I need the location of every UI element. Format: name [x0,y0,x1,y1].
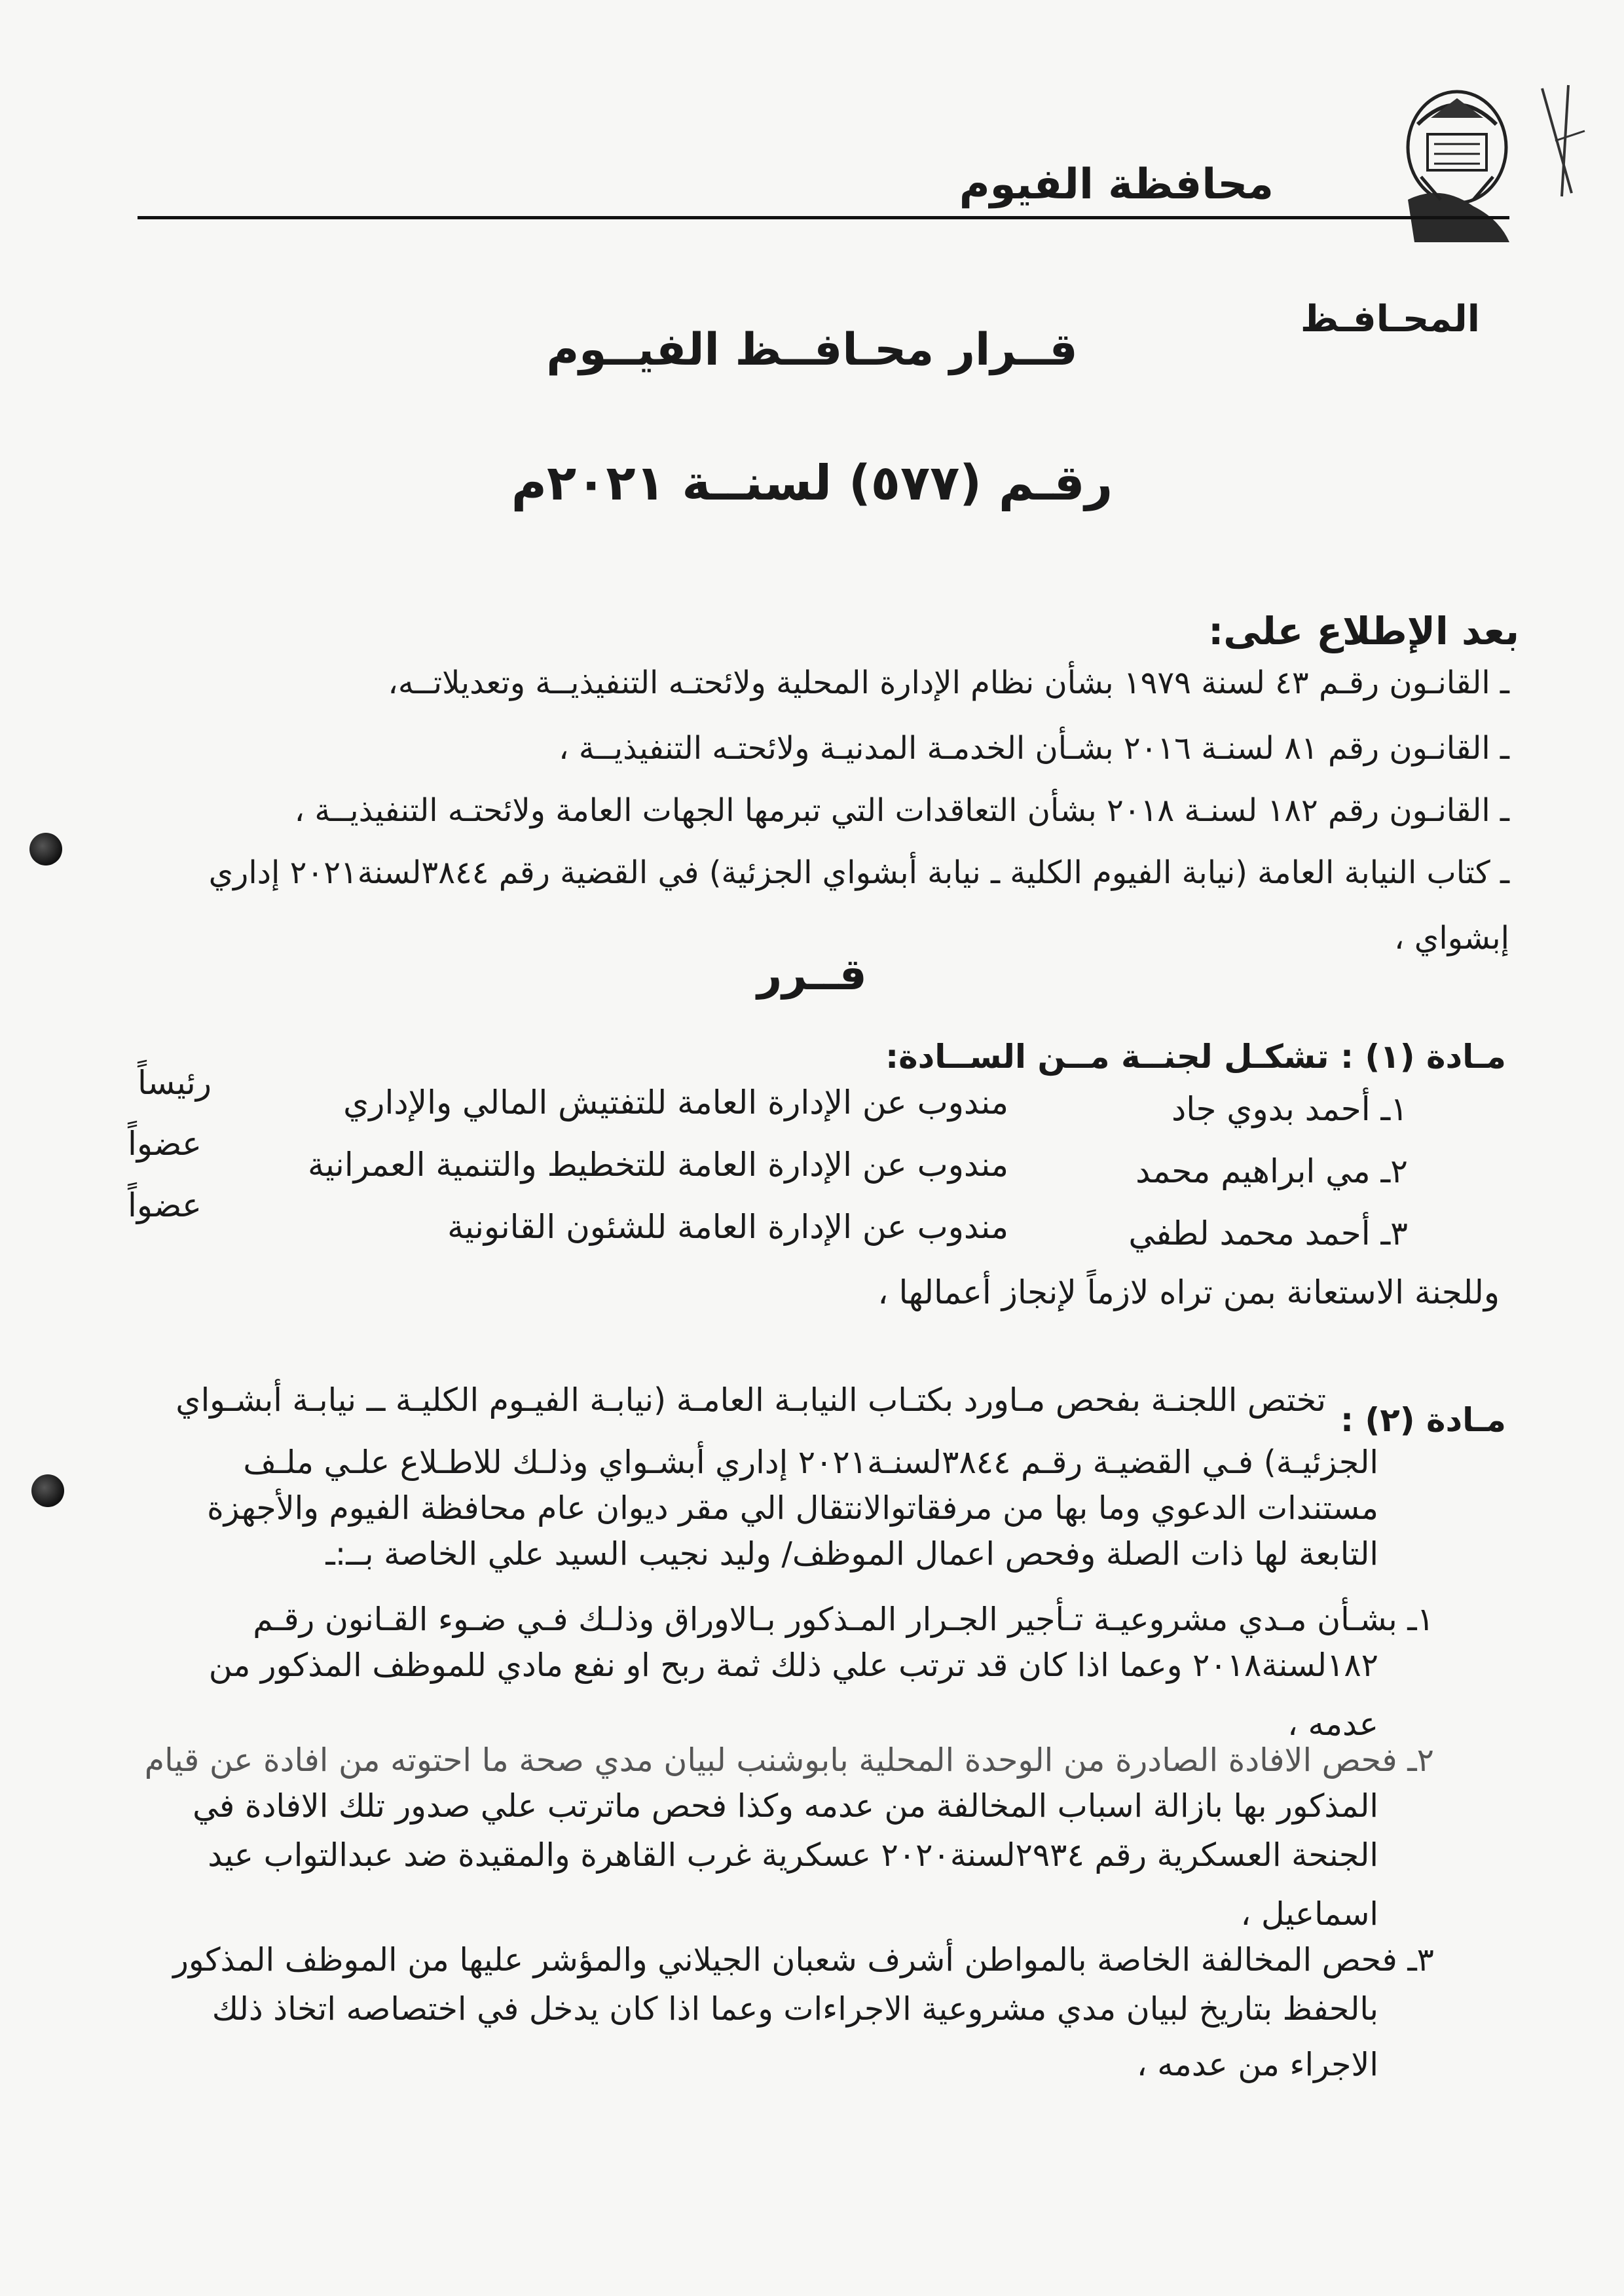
article-2-item-line: الاجراء من عدمه ، [1136,2046,1378,2083]
article-2-item-line: عدمه ، [1287,1705,1378,1743]
article-2-item-line: الجنحة العسكرية رقم ٢٩٣٤لسنة٢٠٢٠ عسكرية غرب القاهرة والمقيدة ضد عبدالتواب عيد [208,1836,1378,1874]
member-name: ٣ـ أحمد محمد لطفي [1128,1214,1408,1252]
article-2-intro-line: الجزئيـة) فـي القضيـة رقـم ٣٨٤٤لسنـة٢٠٢١ إداري أبشـواي وذلـك للاطـلاع علـي ملـف [243,1444,1378,1481]
article-2-item-line: اسماعيل ، [1240,1895,1378,1933]
article-2-item-line: ٣ـ فحص المخالفة الخاصة بالمواطن أشرف شعبان الجيلاني والمؤشر عليها من الموظف المذكور [173,1941,1434,1978]
article-2-item-line: ٢ـ فحص الافادة الصادرة من الوحدة المحلية بابوشنب لبيان مدي صحة ما احتوته من افادة عن قيام [144,1741,1434,1779]
governorate-name: محافظة الفيوم [959,160,1274,209]
member-position: عضواً [128,1186,202,1224]
member-role: مندوب عن الإدارة العامة للتخطيط والتنمية العمرانية [308,1146,1008,1184]
decided-heading: قــرر [757,949,867,1000]
governorate-seal-logo [1401,85,1513,249]
member-position: عضواً [128,1125,202,1163]
member-role: مندوب عن الإدارة العامة للتفتيش المالي والإداري [343,1084,1008,1121]
member-position: رئيساً [138,1064,212,1102]
header-divider [138,216,1509,219]
article-2-intro-line: التابعة لها ذات الصلة وفحص اعمال الموظف/ وليد نجيب السيد علي الخاصة بــ:ـ [325,1535,1378,1573]
article-2-item-line: ١ـ بشـأن مـدي مشروعيـة تـأجير الجـرار المـذكور بـالاوراق وذلـك فـي ضـوء القـانون رقـم [253,1601,1434,1638]
article-2-label: مـادة (٢) : [1340,1401,1506,1439]
decision-number: رقـم (٥٧٧) لسنــة ٢٠٢١م [511,455,1113,511]
preamble-item: ـ كتاب النيابة العامة (نيابة الفيوم الكلية ـ نيابة أبشواي الجزئية) في القضية رقم ٣٨٤٤لسنة٢٠٢١ إداري [208,854,1509,891]
article-1-closing: وللجنة الاستعانة بمن تراه لازماً لإنجاز أعمالها ، [877,1273,1500,1311]
preamble-heading: بعد الإطلاع على: [1208,609,1519,653]
handwritten-mark [1536,82,1588,200]
member-name: ١ـ أحمد بدوي جاد [1172,1090,1408,1128]
article-2-item-line: بالحفظ بتاريخ لبيان مدي مشروعية الاجراءات وعما اذا كان يدخل في اختصاصه اتخاذ ذلك [212,1990,1378,2028]
article-2-intro-line: مستندات الدعوي وما بها من مرفقاتوالانتقال الي مقر ديوان عام محافظة الفيوم والأجهزة [207,1489,1378,1527]
article-2-item-line: المذكور بها بازالة اسباب المخالفة من عدمه وكذا فحص ماترتب علي صدور تلك الافادة في [193,1787,1378,1825]
member-name: ٢ـ مي ابراهيم محمد [1135,1152,1408,1190]
punch-hole-mark [29,833,62,866]
office-title: المحـافـظ [1300,298,1480,340]
preamble-item: ـ القانـون رقم ١٨٢ لسنـة ٢٠١٨ بشأن التعاقدات التي تبرمها الجهات العامة ولائحتـه التنفيذيــة ، [294,792,1509,829]
article-1-label: مـادة (١) : تشكـل لجنــة مــن الســادة: [885,1038,1506,1076]
decision-title: قــرار محـافــظ الفيــوم [546,324,1078,376]
member-role: مندوب عن الإدارة العامة للشئون القانونية [447,1208,1008,1246]
preamble-item: ـ القانـون رقم ٨١ لسنـة ٢٠١٦ بشـأن الخدمـة المدنيـة ولائحتـه التنفيذيــة ، [559,730,1509,767]
article-2-intro-line: تختص اللجنـة بفحص مـاورد بكتـاب النيابـة العامـة (نيابـة الفيـوم الكليـة ــ نيابـة أبشـواي [175,1381,1326,1419]
punch-hole-mark [31,1474,64,1507]
article-2-item-line: ١٨٢لسنة٢٠١٨ وعما اذا كان قد ترتب علي ذلك ثمة ربح او نفع مادي للموظف المذكور من [208,1647,1378,1684]
preamble-item: ـ القانـون رقـم ٤٣ لسنة ١٩٧٩ بشأن نظام الإدارة المحلية ولائحتـه التنفيذيــة وتعديلاتــه، [388,665,1509,701]
preamble-item: إبشواي ، [1394,920,1509,957]
